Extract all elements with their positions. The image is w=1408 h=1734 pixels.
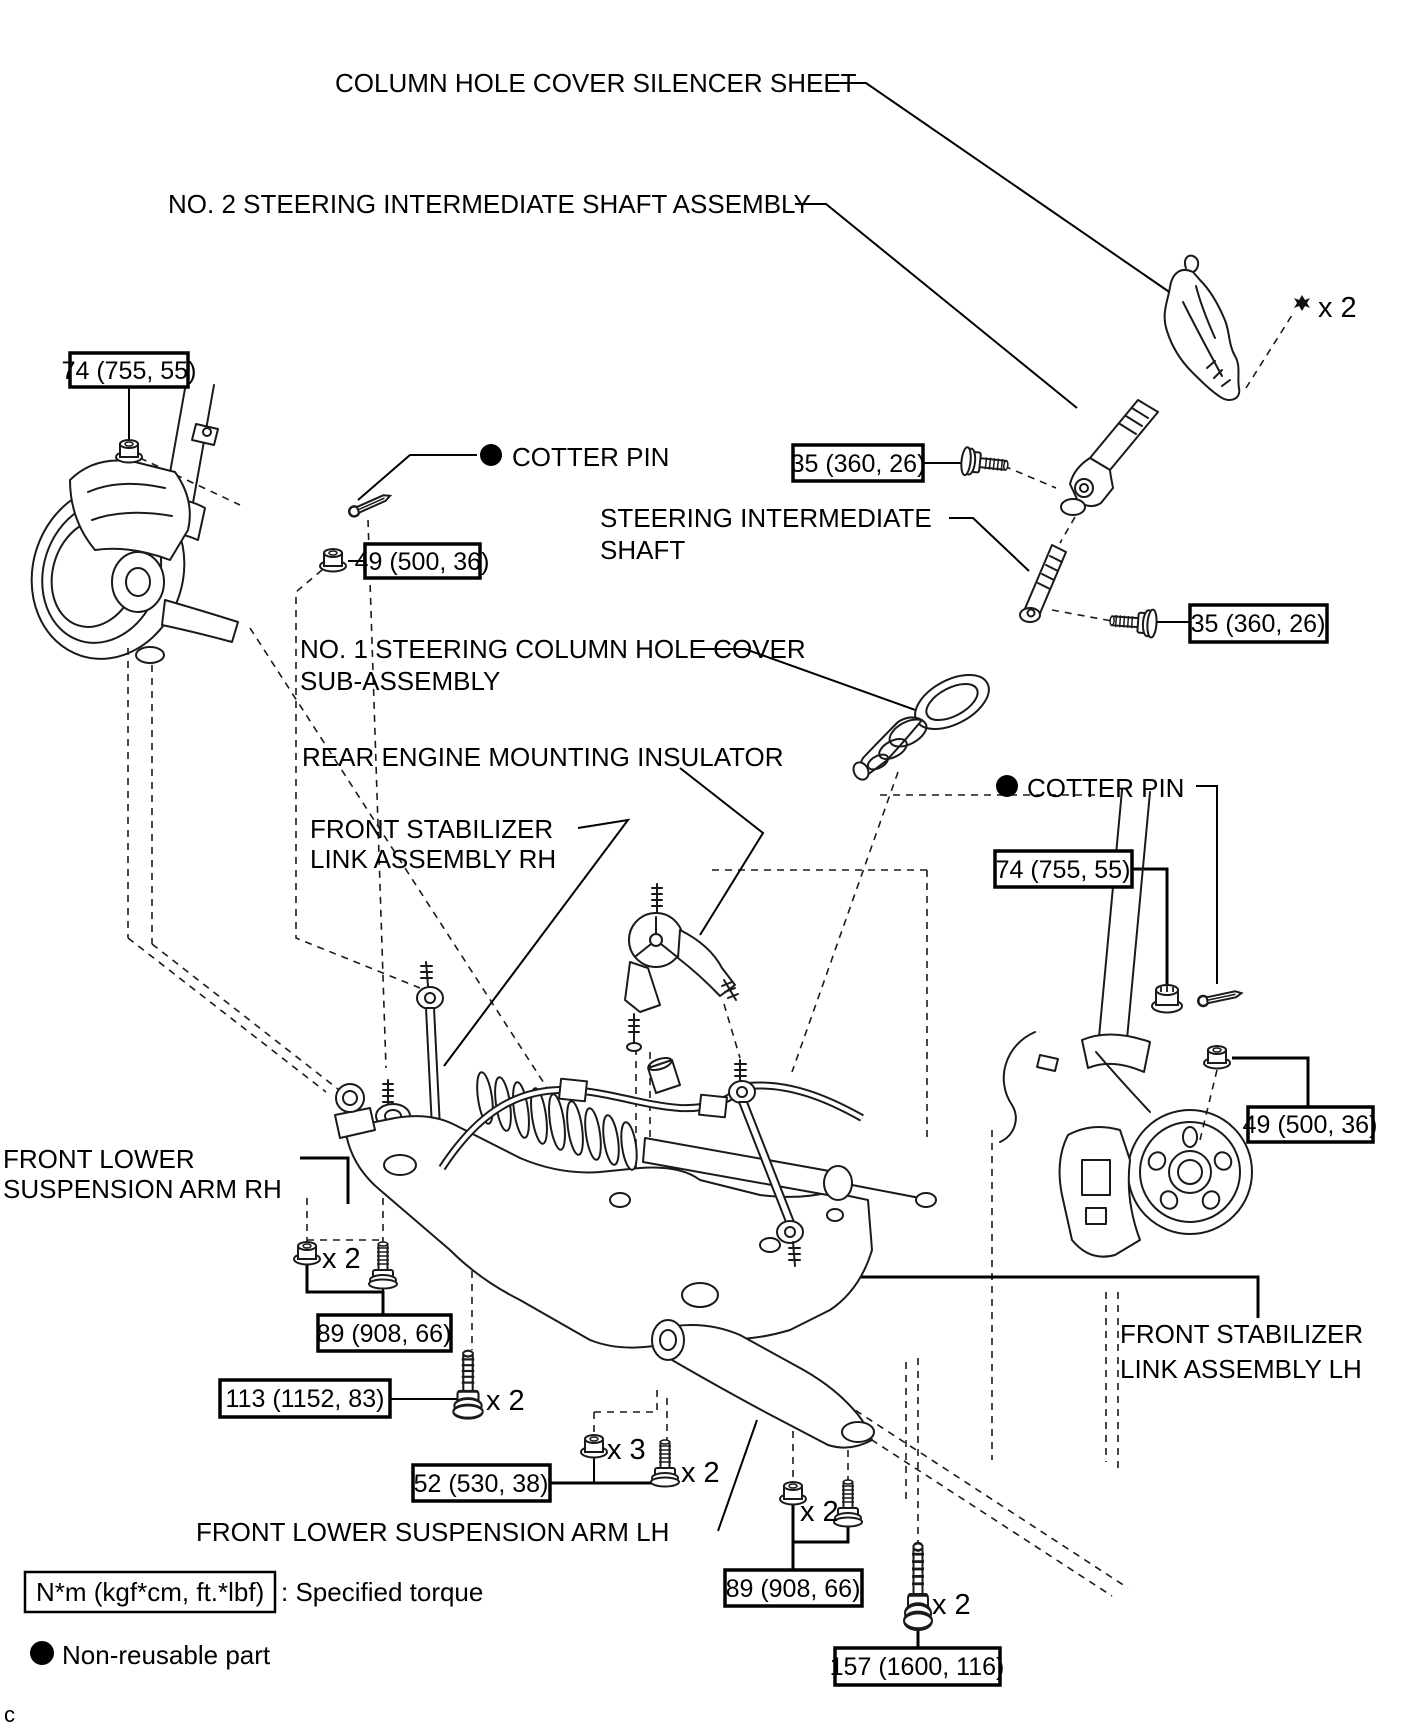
torque-box-74-right [995, 851, 1132, 887]
label-stab-lh-2: LINK ASSEMBLY LH [1120, 1354, 1362, 1384]
front-knuckle-rh-drawing [9, 383, 238, 679]
non-reusable-bullet-icon [996, 775, 1018, 797]
torque-value: 157 (1600, 116) [829, 1653, 1005, 1681]
nut-74-left [116, 440, 142, 463]
legend-torque-desc: : Specified torque [281, 1577, 484, 1607]
torque-value: 35 (360, 26) [790, 450, 926, 478]
legend-torque-box-text: N*m (kgf*cm, ft.*lbf) [36, 1577, 265, 1607]
bolt-89-left [369, 1242, 397, 1289]
torque-box-35-upper [791, 445, 926, 481]
nut-49-left [320, 549, 346, 572]
torque-box-89-bottom [725, 1570, 862, 1606]
cotter-pin-top-drawing [348, 492, 393, 518]
bolt-157 [904, 1543, 932, 1629]
label-silencer-sheet: COLUMN HOLE COVER SILENCER SHEET [335, 68, 857, 98]
label-no2-shaft: NO. 2 STEERING INTERMEDIATE SHAFT ASSEMBLY [168, 189, 811, 219]
steering-intermediate-shaft-drawing [1020, 545, 1066, 622]
torque-value: 49 (500, 36) [1242, 1111, 1378, 1139]
qty-x2-bolt-52: x 2 [681, 1457, 720, 1489]
suspension-member-drawing [335, 1056, 936, 1348]
qty-x2-nut-bottom: x 2 [800, 1496, 839, 1528]
nut-x3-52 [581, 1435, 607, 1458]
qty-x2-nut-left: x 2 [322, 1243, 361, 1275]
label-stab-rh-1: FRONT STABILIZER [310, 814, 554, 844]
label-steering-shaft-1: STEERING INTERMEDIATE [600, 503, 932, 533]
bolt-35-lower [1109, 607, 1157, 638]
torque-box-52 [413, 1465, 550, 1501]
page-marker: c [4, 1702, 15, 1727]
label-no1-cover-1: NO. 1 STEERING COLUMN HOLE COVER [300, 634, 806, 664]
torque-box-35-lower [1190, 605, 1327, 642]
legend-non-reusable: Non-reusable part [62, 1640, 271, 1670]
torque-box-89-left [317, 1315, 452, 1351]
torque-box-157 [830, 1648, 1005, 1685]
torque-value: 52 (530, 38) [413, 1470, 549, 1498]
label-arm-rh-2: SUSPENSION ARM RH [3, 1174, 282, 1204]
torque-box-113 [220, 1380, 390, 1417]
label-cotter-pin-right: COTTER PIN [1027, 773, 1185, 803]
label-no1-cover-2: SUB-ASSEMBLY [300, 666, 501, 696]
no1-column-hole-cover-drawing [851, 664, 998, 782]
torque-value: 35 (360, 26) [1190, 610, 1326, 638]
non-reusable-bullet-icon [480, 444, 502, 466]
label-arm-lh: FRONT LOWER SUSPENSION ARM LH [196, 1517, 670, 1547]
torque-box-49-left [355, 544, 490, 578]
qty-x3-nut-52: x 3 [607, 1434, 646, 1466]
cotter-pin-right-drawing [1197, 989, 1242, 1006]
rear-engine-mounting-insulator-drawing [625, 884, 738, 1051]
label-rear-insulator: REAR ENGINE MOUNTING INSULATOR [302, 742, 784, 772]
label-arm-rh-1: FRONT LOWER [3, 1144, 195, 1174]
nut-49-right [1204, 1046, 1230, 1069]
column-hole-cover-silencer-sheet-drawing [1165, 256, 1240, 400]
bolt-35-upper [960, 447, 1009, 480]
label-cotter-pin-top: COTTER PIN [512, 442, 670, 472]
legend [4, 1572, 483, 1727]
torque-value: 74 (755, 55) [61, 357, 197, 385]
no2-intermediate-shaft-drawing [1061, 400, 1158, 515]
bolt-113 [453, 1351, 482, 1418]
lower-arm-lh-drawing [652, 1320, 874, 1448]
qty-x2-bolt-113: x 2 [486, 1385, 525, 1417]
torque-value: 89 (908, 66) [316, 1320, 452, 1348]
qty-x2-silencer: x 2 [1318, 292, 1357, 324]
torque-value: 113 (1152, 83) [225, 1385, 385, 1413]
torque-box-74-left [62, 353, 197, 387]
label-stab-lh-1: FRONT STABILIZER [1120, 1319, 1364, 1349]
nut-x2-left [294, 1242, 320, 1265]
torque-value: 49 (500, 36) [354, 548, 490, 576]
torque-box-49-right [1243, 1107, 1378, 1142]
label-stab-rh-2: LINK ASSEMBLY RH [310, 844, 557, 874]
non-reusable-bullet-icon [30, 1641, 54, 1665]
label-steering-shaft-2: SHAFT [600, 535, 686, 565]
torque-value: 74 (755, 55) [995, 856, 1131, 884]
qty-x2-bolt-157: x 2 [932, 1589, 971, 1621]
torque-value: 89 (908, 66) [725, 1575, 861, 1603]
bolt-52 [651, 1440, 679, 1487]
castle-nut-74-right [1152, 985, 1182, 1013]
clip-x2-top [1294, 295, 1310, 311]
